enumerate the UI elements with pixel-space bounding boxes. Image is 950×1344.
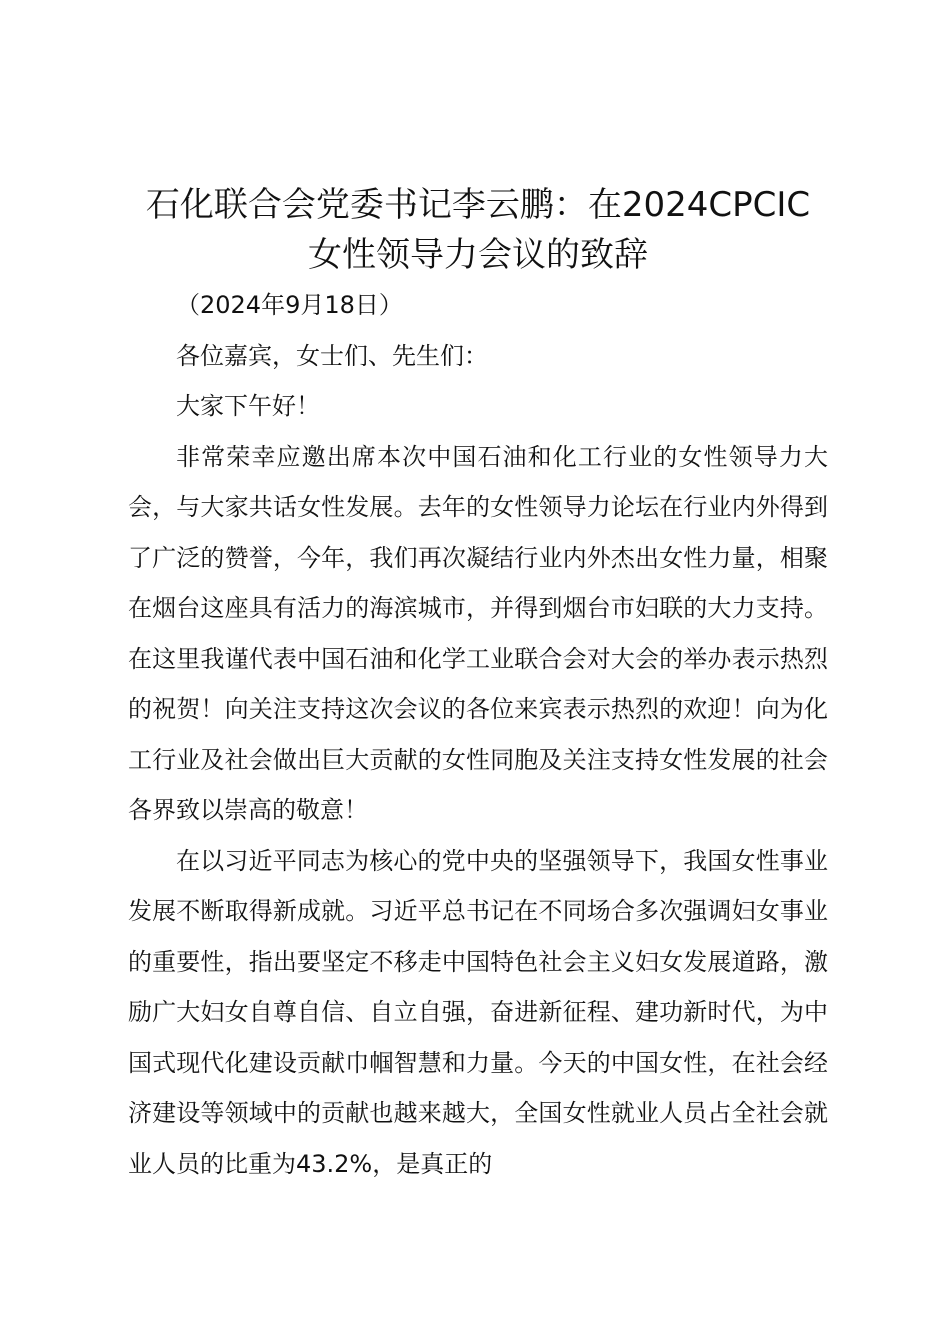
greeting: 各位嘉宾，女士们、先生们：: [176, 341, 488, 370]
body-paragraph: 非常荣幸应邀出席本次中国石油和化工行业的女性领导力大会，与大家共话女性发展。去年的女性领导力论坛在行业内外得到了广泛的赞誉，今年，我们再次凝结行业内外杰出女性力量，相聚在烟台这座具有活力的海滨城市，并得到烟台市妇联的大力支持。在这里我谨代表中国石油和化学工业联合会对大会的举办表示热烈的祝贺！向关注支持这次会议的各位来宾表示热烈的欢迎！向为化工行业及社会做出巨大贡献的女性同胞及关注支持女性发展的社会各界致以崇高的敬意！: [128, 442, 828, 824]
title-line-2: 女性领导力会议的致辞: [308, 235, 648, 275]
body-paragraph: 在以习近平同志为核心的党中央的坚强领导下，我国女性事业发展不断取得新成就。习近平总书记在不同场合多次强调妇女事业的重要性，指出要坚定不移走中国特色社会主义妇女发展道路，激励广大妇女自尊自信、自立自强，奋进新征程、建功新时代，为中国式现代化建设贡献巾帼智慧和力量。今天的中国女性，在社会经济建设等领域中的贡献也越来越大，全国女性就业人员占全社会就业人员的比重为43.2%，是真正的: [128, 846, 828, 1178]
document-page: [128, 180, 828, 1189]
speech-date: （2024年9月18日）: [176, 291, 403, 319]
title-line-1: 石化联合会党委书记李云鹏：在2024CPCIC: [145, 185, 811, 225]
document-title: [120, 180, 836, 280]
salutation: 大家下午好！: [176, 392, 320, 420]
